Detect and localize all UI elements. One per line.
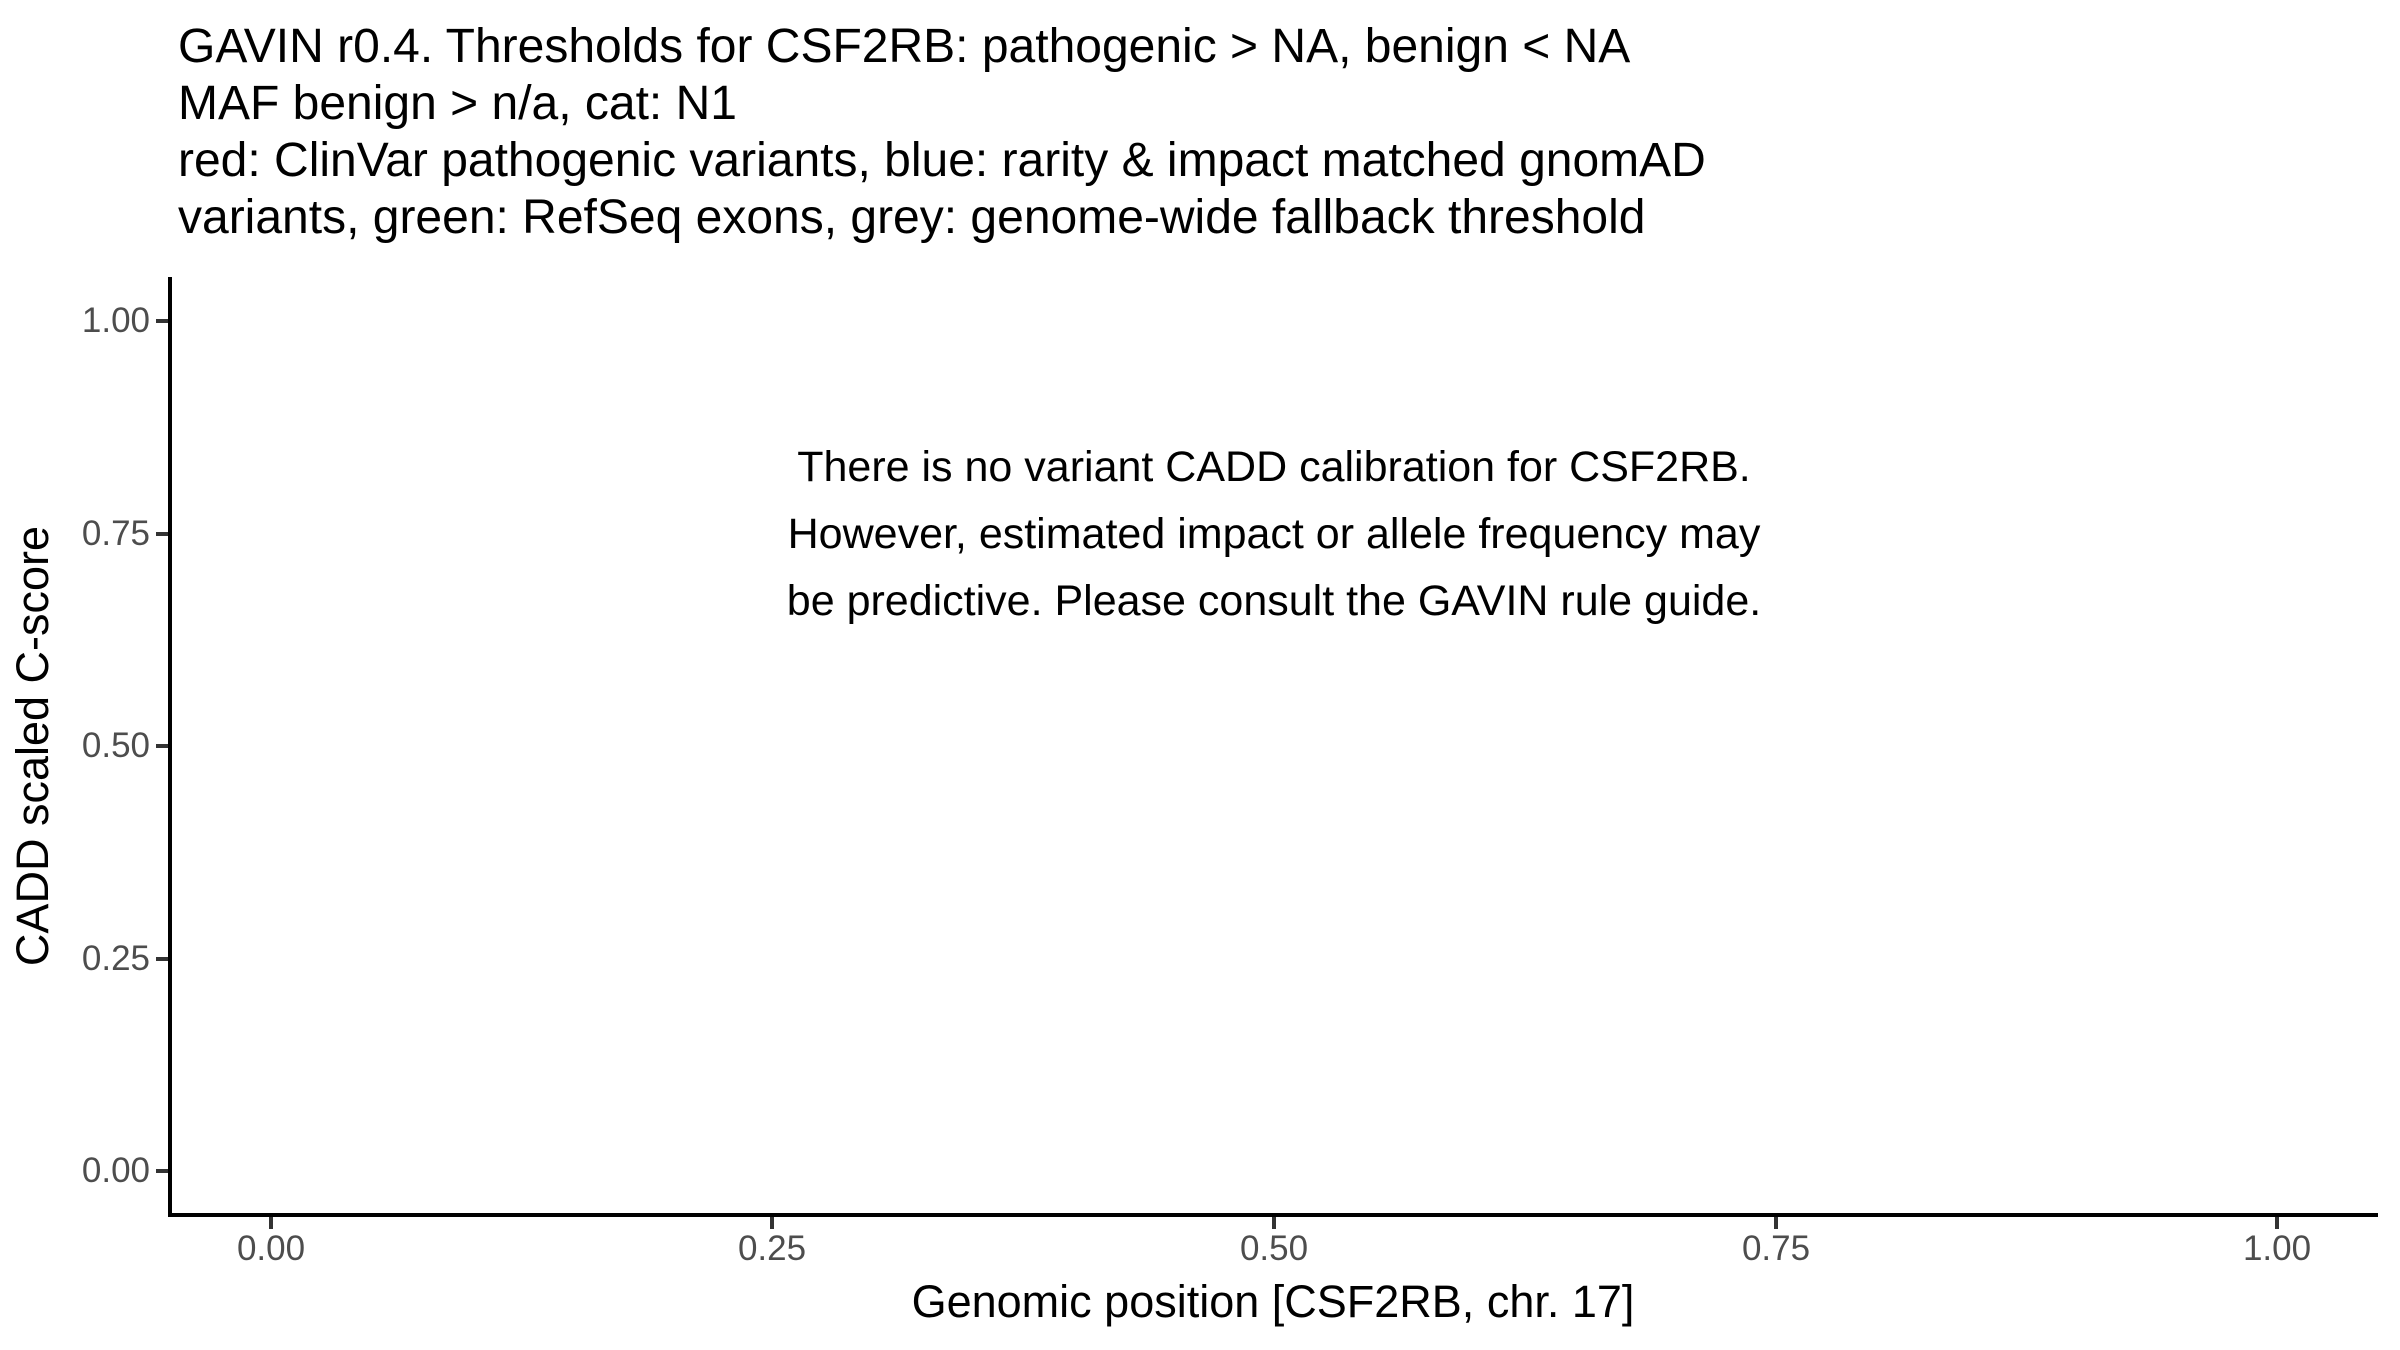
plot-title [178, 18, 1706, 246]
y-tick-mark [156, 319, 168, 323]
y-tick-label: 0.50 [81, 726, 150, 765]
x-axis-title: Genomic position [CSF2RB, chr. 17] [911, 1276, 1635, 1327]
plot-title-line-2: MAF benign > n/a, cat: N1 [178, 77, 737, 130]
annotation-line-3: be predictive. Please consult the GAVIN rule guide. [786, 577, 1762, 625]
y-tick-label: 1.00 [81, 301, 150, 340]
x-tick-label: 0.25 [737, 1229, 807, 1268]
y-tick-mark [156, 957, 168, 961]
plot-title-line-3: red: ClinVar pathogenic variants, blue: rarity & impact matched gnomAD [178, 134, 1706, 187]
x-tick-label: 0.75 [1741, 1229, 1811, 1268]
plot-title-line-4: variants, green: RefSeq exons, grey: genome-wide fallback threshold [178, 191, 1646, 244]
x-tick-label: 0.50 [1239, 1229, 1309, 1268]
x-tick-label: 0.00 [236, 1229, 306, 1268]
annotation-line-2: However, estimated impact or allele frequency may [787, 510, 1761, 558]
y-tick-mark [156, 532, 168, 536]
y-tick-label: 0.75 [81, 514, 150, 553]
y-tick-label: 0.25 [81, 939, 150, 978]
annotation-line-1: There is no variant CADD calibration for CSF2RB. [797, 443, 1751, 491]
y-axis-title: CADD scaled C-score [7, 525, 58, 967]
y-axis-line [168, 277, 172, 1217]
y-tick-mark [156, 1169, 168, 1173]
plot-title-line-1: GAVIN r0.4. Thresholds for CSF2RB: pathogenic > NA, benign < NA [178, 20, 1631, 73]
no-calibration-annotation [787, 434, 1761, 635]
y-tick-label: 0.00 [81, 1151, 150, 1190]
y-tick-mark [156, 744, 168, 748]
x-tick-label: 1.00 [2242, 1229, 2312, 1268]
